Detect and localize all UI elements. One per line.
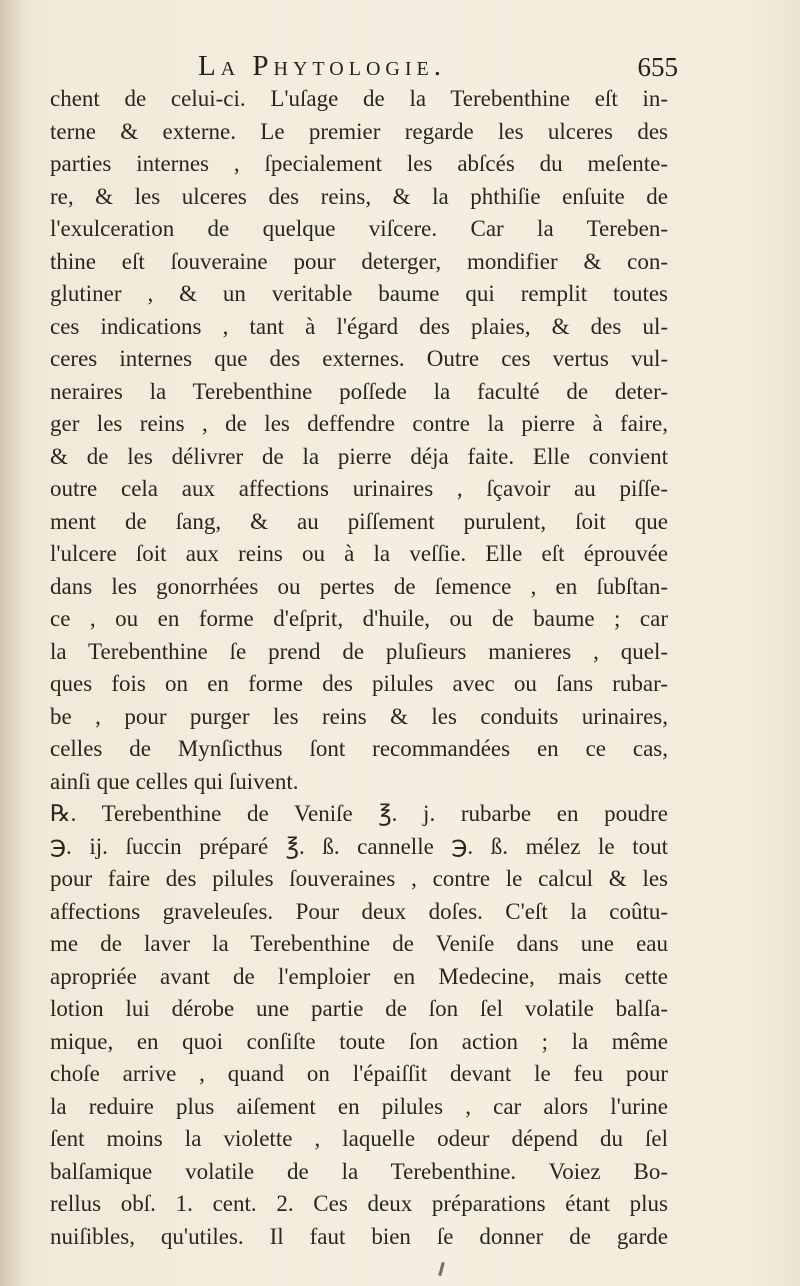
text-line: me de laver la Terebenthine de Veniſe dans une eau xyxy=(50,931,668,956)
text-line: terne & externe. Le premier regarde les ulceres des xyxy=(50,118,668,144)
text-line: la Terebenthine ſe prend de pluſieurs manieres , quel- xyxy=(50,638,668,664)
text-line: balſamique volatile de la Terebenthine. Voiez Bo- xyxy=(50,1158,668,1184)
recipe-line: ℈. ij. ſuccin préparé ℥. ß. cannelle ℈. ß. mélez le tout xyxy=(50,833,668,859)
running-title: La Phytologie. xyxy=(198,50,446,82)
recipe-line: ℞. Terebenthine de Veniſe ℥. j. rubarbe en poudre xyxy=(50,801,668,826)
text-line: ſent moins la violette , laquelle odeur dépend du ſel xyxy=(50,1126,668,1151)
text-line: ainſi que celles qui ſuivent. xyxy=(50,768,299,794)
text-line: ment de ſang, & au piſſement purulent, ſoit que xyxy=(50,508,668,534)
text-line: ger les reins , de les deffendre contre la pierre à faire, xyxy=(50,411,668,436)
text-line: be , pour purger les reins & les conduits urinaires, xyxy=(50,703,668,729)
text-line: glutiner , & un veritable baume qui remplit toutes xyxy=(50,281,668,306)
text-line: affections graveleuſes. Pour deux doſes. C'eſt la coûtu- xyxy=(50,898,668,924)
text-line: ce , ou en forme d'eſprit, d'huile, ou de baume ; car xyxy=(50,606,668,631)
text-line: ceres internes que des externes. Outre ces vertus vul- xyxy=(50,346,668,371)
text-line: & de les délivrer de la pierre déja faite. Elle convient xyxy=(50,443,668,469)
text-line: ces indications , tant à l'égard des plaies, & des ul- xyxy=(50,313,668,339)
text-line: ques fois on en forme des pilules avec ou ſans rubar- xyxy=(50,671,668,696)
text-line: mique, en quoi conſiſte toute ſon action ; la même xyxy=(50,1028,668,1054)
text-line: celles de Mynſicthus ſont recommandées en ce cas, xyxy=(50,736,668,761)
text-line: neraires la Terebenthine poſſede la faculté de deter- xyxy=(50,378,668,404)
gutter-shadow xyxy=(0,0,26,1286)
text-line: apropriée avant de l'emploier en Medecine, mais cette xyxy=(50,963,668,989)
text-line: choſe arrive , quand on l'épaiſſit devant le feu pour xyxy=(50,1061,668,1086)
text-line: l'ulcere ſoit aux reins ou à la veſſie. Elle eſt éprouvée xyxy=(50,541,668,566)
recipe-line: pour faire des pilules ſouveraines , contre le calcul & les xyxy=(50,866,668,891)
main-text xyxy=(50,83,668,1253)
text-line: thine eſt ſouveraine pour deterger, mondifier & con- xyxy=(50,248,668,274)
ink-mark xyxy=(438,1262,445,1276)
text-line: re, & les ulceres des reins, & la phthiſie enſuite de xyxy=(50,183,668,209)
text-line: chent de celui-ci. L'uſage de la Terebenthine eſt in- xyxy=(50,86,668,111)
text-line: dans les gonorrhées ou pertes de ſemence , en ſubſtan- xyxy=(50,573,668,599)
page-number: 655 xyxy=(637,52,678,82)
text-line: outre cela aux affections urinaires , ſçavoir au piſſe- xyxy=(50,476,668,501)
text-line: l'exulceration de quelque viſcere. Car la Tereben- xyxy=(50,216,668,241)
text-line: parties internes , ſpecialement les abſcés du meſente- xyxy=(50,151,668,176)
text-line: rellus obſ. 1. cent. 2. Ces deux préparations étant plus xyxy=(50,1191,668,1216)
text-line: la reduire plus aiſement en pilules , car alors l'urine xyxy=(50,1093,668,1119)
text-line: lotion lui dérobe une partie de ſon ſel volatile balſa- xyxy=(50,996,668,1021)
text-line: nuiſibles, qu'utiles. Il faut bien ſe donner de garde xyxy=(50,1223,668,1249)
